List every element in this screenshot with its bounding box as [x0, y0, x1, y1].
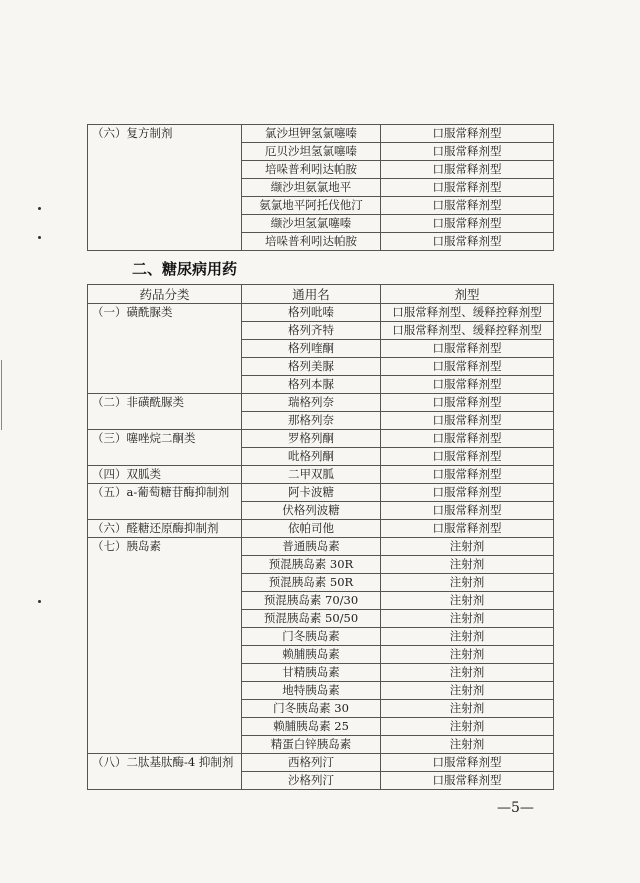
drug-name-cell: 格列美脲: [242, 358, 381, 376]
category-cell: （六）醛糖还原酶抑制剂: [88, 520, 242, 538]
drug-name-cell: 普通胰岛素: [242, 538, 381, 556]
dosage-form-cell: 注射剂: [381, 718, 554, 736]
table-row: [88, 125, 554, 143]
category-cell: （八）二肽基肽酶-4 抑制剂: [88, 754, 242, 790]
table-row: [88, 466, 554, 484]
category-cell: （七）胰岛素: [88, 538, 242, 754]
drug-name-cell: 瑞格列奈: [242, 394, 381, 412]
category-cell: （一）磺酰脲类: [88, 304, 242, 394]
dosage-form-cell: 注射剂: [381, 664, 554, 682]
drug-name-cell: 依帕司他: [242, 520, 381, 538]
header-name: 通用名: [242, 285, 381, 304]
dosage-form-cell: 口服常释剂型: [381, 754, 554, 772]
dosage-form-cell: 注射剂: [381, 556, 554, 574]
table-row: [88, 394, 554, 412]
table-row: [88, 520, 554, 538]
dosage-form-cell: 注射剂: [381, 592, 554, 610]
dosage-form-cell: 口服常释剂型: [381, 179, 554, 197]
drug-name-cell: 伏格列波糖: [242, 502, 381, 520]
antihypertensive-compound-table: [87, 124, 554, 251]
table-row: [88, 538, 554, 556]
category-cell: （五）a-葡萄糖苷酶抑制剂: [88, 484, 242, 520]
dosage-form-cell: 口服常释剂型: [381, 466, 554, 484]
dosage-form-cell: 注射剂: [381, 700, 554, 718]
dosage-form-cell: 口服常释剂型: [381, 125, 554, 143]
table-row: [88, 484, 554, 502]
drug-name-cell: 那格列奈: [242, 412, 381, 430]
dosage-form-cell: 口服常释剂型: [381, 161, 554, 179]
drug-name-cell: 赖脯胰岛素 25: [242, 718, 381, 736]
drug-name-cell: 培哚普利吲达帕胺: [242, 233, 381, 251]
dosage-form-cell: 注射剂: [381, 610, 554, 628]
dosage-form-cell: 口服常释剂型: [381, 394, 554, 412]
drug-name-cell: 二甲双胍: [242, 466, 381, 484]
drug-name-cell: 氨氯地平阿托伐他汀: [242, 197, 381, 215]
drug-name-cell: 氯沙坦钾氢氯噻嗪: [242, 125, 381, 143]
drug-name-cell: 西格列汀: [242, 754, 381, 772]
dosage-form-cell: 口服常释剂型: [381, 448, 554, 466]
drug-name-cell: 格列齐特: [242, 322, 381, 340]
dosage-form-cell: 口服常释剂型: [381, 430, 554, 448]
dosage-form-cell: 口服常释剂型: [381, 520, 554, 538]
drug-name-cell: 地特胰岛素: [242, 682, 381, 700]
drug-name-cell: 厄贝沙坦氢氯噻嗪: [242, 143, 381, 161]
margin-mark: [38, 207, 41, 210]
category-cell: （三）噻唑烷二酮类: [88, 430, 242, 466]
drug-name-cell: 预混胰岛素 50R: [242, 574, 381, 592]
category-cell: （四）双胍类: [88, 466, 242, 484]
drug-name-cell: 阿卡波糖: [242, 484, 381, 502]
drug-name-cell: 预混胰岛素 30R: [242, 556, 381, 574]
header-row: [88, 285, 554, 304]
page-number: —5—: [497, 800, 534, 816]
section-heading: 二、糖尿病用药: [132, 260, 238, 278]
header-form: 剂型: [381, 285, 554, 304]
table-row: [88, 430, 554, 448]
drug-name-cell: 预混胰岛素 70/30: [242, 592, 381, 610]
drug-name-cell: 格列本脲: [242, 376, 381, 394]
dosage-form-cell: 注射剂: [381, 682, 554, 700]
drug-name-cell: 精蛋白锌胰岛素: [242, 736, 381, 754]
dosage-form-cell: 口服常释剂型: [381, 502, 554, 520]
dosage-form-cell: 口服常释剂型: [381, 358, 554, 376]
dosage-form-cell: 注射剂: [381, 736, 554, 754]
drug-name-cell: 预混胰岛素 50/50: [242, 610, 381, 628]
scan-edge-line: [1, 360, 2, 430]
dosage-form-cell: 口服常释剂型: [381, 376, 554, 394]
dosage-form-cell: 口服常释剂型: [381, 484, 554, 502]
drug-name-cell: 罗格列酮: [242, 430, 381, 448]
drug-name-cell: 格列吡嗪: [242, 304, 381, 322]
dosage-form-cell: 口服常释剂型、缓释控释剂型: [381, 322, 554, 340]
table-row: [88, 754, 554, 772]
dosage-form-cell: 口服常释剂型、缓释控释剂型: [381, 304, 554, 322]
drug-name-cell: 甘精胰岛素: [242, 664, 381, 682]
category-cell: （二）非磺酰脲类: [88, 394, 242, 430]
drug-name-cell: 门冬胰岛素: [242, 628, 381, 646]
dosage-form-cell: 口服常释剂型: [381, 233, 554, 251]
drug-name-cell: 缬沙坦氨氯地平: [242, 179, 381, 197]
margin-mark: [38, 600, 41, 603]
dosage-form-cell: 口服常释剂型: [381, 412, 554, 430]
dosage-form-cell: 口服常释剂型: [381, 215, 554, 233]
drug-name-cell: 沙格列汀: [242, 772, 381, 790]
drug-name-cell: 缬沙坦氢氯噻嗪: [242, 215, 381, 233]
diabetes-drug-table: [87, 284, 554, 790]
drug-name-cell: 赖脯胰岛素: [242, 646, 381, 664]
dosage-form-cell: 注射剂: [381, 628, 554, 646]
dosage-form-cell: 注射剂: [381, 646, 554, 664]
table-row: [88, 304, 554, 322]
drug-name-cell: 培哚普利吲达帕胺: [242, 161, 381, 179]
dosage-form-cell: 口服常释剂型: [381, 772, 554, 790]
category-cell: （六）复方制剂: [88, 125, 242, 251]
dosage-form-cell: 口服常释剂型: [381, 197, 554, 215]
drug-name-cell: 门冬胰岛素 30: [242, 700, 381, 718]
dosage-form-cell: 注射剂: [381, 574, 554, 592]
dosage-form-cell: 口服常释剂型: [381, 143, 554, 161]
margin-mark: [38, 236, 41, 239]
drug-name-cell: 吡格列酮: [242, 448, 381, 466]
header-category: 药品分类: [88, 285, 242, 304]
drug-name-cell: 格列喹酮: [242, 340, 381, 358]
dosage-form-cell: 口服常释剂型: [381, 340, 554, 358]
dosage-form-cell: 注射剂: [381, 538, 554, 556]
